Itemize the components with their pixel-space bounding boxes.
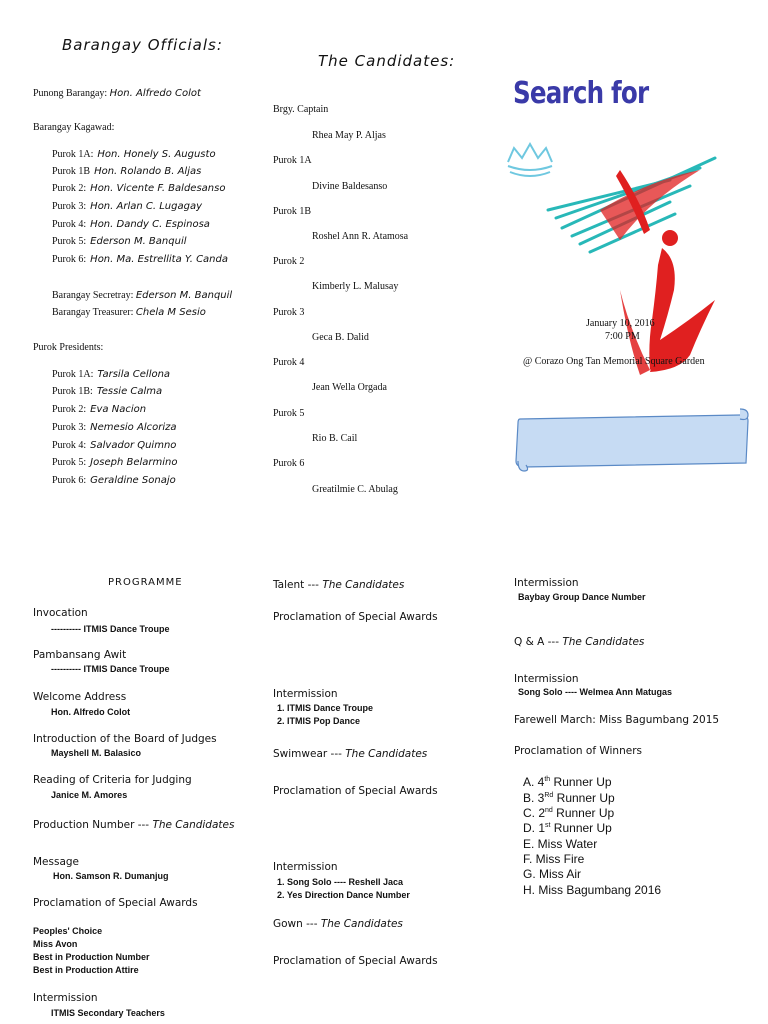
punong-barangay-line bbox=[33, 88, 201, 99]
programme-item-sub: 1. Song Solo ---- Reshell Jaca bbox=[277, 877, 404, 887]
cover-title: Search for bbox=[513, 76, 649, 111]
programme-item-label: Intermission bbox=[33, 992, 98, 1004]
programme-item-title bbox=[514, 745, 642, 757]
winner-prefix: D. 1 bbox=[523, 821, 546, 835]
programme-item-sub: Miss Avon bbox=[33, 939, 78, 949]
programme-item-label: Q & A --- bbox=[514, 636, 563, 648]
treasurer-label: Barangay Treasurer: bbox=[52, 307, 134, 318]
programme-heading: PROGRAMME bbox=[108, 577, 183, 588]
programme-item-sub: Hon. Samson R. Dumanjug bbox=[53, 871, 169, 881]
candidate-name: Rhea May P. Aljas bbox=[312, 130, 386, 141]
president-name: Salvador Quimno bbox=[90, 440, 177, 451]
candidate-group: Purok 4 bbox=[273, 357, 305, 368]
programme-item-label: Gown --- bbox=[273, 918, 321, 930]
winner-prefix: H. Miss Bagumbang 2016 bbox=[523, 883, 662, 897]
candidate-group: Purok 2 bbox=[273, 256, 305, 267]
programme-item-title bbox=[273, 748, 427, 760]
programme-item-sub: Mayshell M. Balasico bbox=[51, 748, 142, 758]
event-time: 7:00 PM bbox=[605, 331, 640, 342]
officials-heading: Barangay Officials: bbox=[62, 36, 223, 54]
programme-item-title bbox=[514, 673, 579, 685]
programme-item-sub: Janice M. Amores bbox=[51, 790, 128, 800]
programme-item-label: Proclamation of Special Awards bbox=[273, 955, 438, 967]
programme-item-label: Invocation bbox=[33, 607, 88, 619]
programme-item-title bbox=[33, 607, 88, 619]
winner-prefix: C. 2 bbox=[523, 806, 546, 820]
winner-item bbox=[523, 852, 584, 866]
programme-item-label: Farewell March: Miss Bagumbang 2015 bbox=[514, 714, 720, 726]
president-purok: Purok 6: bbox=[52, 475, 87, 486]
programme-item-title bbox=[514, 577, 579, 589]
kagawad-row bbox=[52, 236, 187, 247]
programme-item-label: Swimwear --- bbox=[273, 748, 346, 760]
winner-suffix: Runner Up bbox=[553, 791, 615, 805]
candidate-name: Geca B. Dalid bbox=[312, 332, 369, 343]
programme-item-sub: 1. ITMIS Dance Troupe bbox=[277, 703, 374, 713]
programme-item-title bbox=[33, 691, 126, 703]
kagawad-name: Hon. Rolando B. Aljas bbox=[94, 166, 202, 177]
kagawad-purok: Purok 1A: bbox=[52, 149, 94, 160]
president-name: Nemesio Alcoriza bbox=[90, 422, 177, 433]
programme-item-title bbox=[33, 733, 217, 745]
president-name: Eva Nacion bbox=[90, 404, 147, 415]
candidate-name: Kimberly L. Malusay bbox=[312, 281, 399, 292]
winner-item bbox=[523, 867, 581, 881]
programme-item-title bbox=[33, 819, 234, 831]
kagawad-purok: Purok 6: bbox=[52, 254, 87, 265]
winner-suffix: Runner Up bbox=[550, 775, 612, 789]
kagawad-name: Hon. Honely S. Augusto bbox=[97, 149, 216, 160]
programme-item-label: Proclamation of Special Awards bbox=[273, 785, 438, 797]
programme-item-label: Reading of Criteria for Judging bbox=[33, 774, 192, 786]
kagawad-label: Barangay Kagawad: bbox=[33, 122, 115, 133]
kagawad-purok: Purok 1B bbox=[52, 166, 91, 177]
programme-item-sub: Song Solo ---- Welmea Ann Matugas bbox=[518, 687, 673, 697]
programme-item-title bbox=[273, 785, 438, 797]
candidate-name: Greatilmie C. Abulag bbox=[312, 484, 398, 495]
president-row bbox=[52, 440, 176, 451]
programme-item-label: Production Number --- bbox=[33, 819, 153, 831]
programme-item-label: Proclamation of Special Awards bbox=[33, 897, 198, 909]
winner-ordinal: Rd bbox=[544, 792, 554, 799]
programme-item-sub: 2. Yes Direction Dance Number bbox=[277, 890, 410, 900]
programme-item-title bbox=[273, 918, 403, 930]
president-purok: Purok 5: bbox=[52, 457, 87, 468]
secretary-label: Barangay Secretray: bbox=[52, 290, 134, 301]
programme-item-sub: 2. ITMIS Pop Dance bbox=[277, 716, 361, 726]
president-row bbox=[52, 475, 176, 486]
kagawad-name: Hon. Vicente F. Baldesanso bbox=[90, 183, 226, 194]
president-name: Tessie Calma bbox=[96, 386, 163, 397]
president-purok: Purok 4: bbox=[52, 440, 87, 451]
candidate-name: Rio B. Cail bbox=[312, 433, 358, 444]
secretary-name: Ederson M. Banquil bbox=[135, 290, 233, 301]
president-row bbox=[52, 404, 146, 415]
crown-icon bbox=[508, 144, 552, 176]
programme-item-label: Intermission bbox=[514, 577, 579, 589]
winner-item bbox=[523, 791, 615, 805]
president-row bbox=[52, 386, 162, 397]
programme-item-sub: ---------- ITMIS Dance Troupe bbox=[51, 664, 170, 674]
president-purok: Purok 1B: bbox=[52, 386, 93, 397]
programme-item-performer: The Candidates bbox=[320, 918, 403, 930]
winner-ordinal: th bbox=[544, 776, 551, 783]
programme-item-title bbox=[33, 992, 98, 1004]
programme-item-title bbox=[273, 861, 338, 873]
programme-item-title bbox=[514, 636, 644, 648]
winner-item bbox=[523, 806, 614, 820]
programme-item-label: Intermission bbox=[273, 688, 338, 700]
kagawad-name: Hon. Dandy C. Espinosa bbox=[90, 219, 210, 230]
treasurer-line bbox=[52, 307, 206, 318]
candidate-name: Divine Baldesanso bbox=[312, 181, 388, 192]
event-date: January 10, 2016 bbox=[586, 318, 655, 329]
president-name: Tarsila Cellona bbox=[97, 369, 171, 380]
president-row bbox=[52, 457, 177, 468]
president-row bbox=[52, 422, 177, 433]
programme-item-label: Intermission bbox=[514, 673, 579, 685]
kagawad-purok: Purok 2: bbox=[52, 183, 87, 194]
kagawad-name: Hon. Arlan C. Lugagay bbox=[90, 201, 202, 212]
candidate-group: Brgy. Captain bbox=[273, 104, 329, 115]
winner-prefix: F. Miss Fire bbox=[523, 852, 585, 866]
programme-item-sub: ---------- ITMIS Dance Troupe bbox=[51, 624, 170, 634]
winner-prefix: A. 4 bbox=[523, 775, 545, 789]
punong-label: Punong Barangay: bbox=[33, 88, 108, 99]
scroll-banner bbox=[512, 405, 752, 477]
winner-suffix: Runner Up bbox=[550, 821, 612, 835]
programme-item-title bbox=[273, 688, 338, 700]
event-venue: @ Corazo Ong Tan Memorial Square Garden bbox=[523, 356, 705, 367]
kagawad-row bbox=[52, 166, 201, 177]
winner-item bbox=[523, 775, 612, 789]
programme-item-sub: Peoples' Choice bbox=[33, 926, 103, 936]
programme-item-performer: The Candidates bbox=[345, 748, 428, 760]
winner-item bbox=[523, 883, 661, 897]
treasurer-name: Chela M Sesio bbox=[135, 307, 206, 318]
candidate-group: Purok 5 bbox=[273, 408, 305, 419]
programme-item-title bbox=[273, 955, 438, 967]
punong-name: Hon. Alfredo Colot bbox=[109, 88, 201, 99]
programme-item-title bbox=[33, 774, 192, 786]
kagawad-row bbox=[52, 149, 216, 160]
candidate-group: Purok 6 bbox=[273, 458, 305, 469]
programme-item-title bbox=[273, 579, 404, 591]
programme-item-label: Intermission bbox=[273, 861, 338, 873]
programme-item-label: Welcome Address bbox=[33, 691, 127, 703]
winner-item bbox=[523, 837, 597, 851]
president-name: Joseph Belarmino bbox=[90, 457, 178, 468]
programme-item-label: Proclamation of Winners bbox=[514, 745, 642, 757]
programme-item-label: Pambansang Awit bbox=[33, 649, 127, 661]
winner-suffix: Runner Up bbox=[552, 806, 615, 820]
programme-item-title bbox=[33, 897, 198, 909]
programme-item-sub: Best in Production Number bbox=[33, 952, 150, 962]
winner-prefix: E. Miss Water bbox=[523, 837, 598, 851]
president-purok: Purok 3: bbox=[52, 422, 87, 433]
kagawad-row bbox=[52, 219, 210, 230]
programme-item-title bbox=[273, 611, 438, 623]
programme-item-title bbox=[33, 649, 126, 661]
candidate-group: Purok 1B bbox=[273, 206, 312, 217]
presidents-label: Purok Presidents: bbox=[33, 342, 104, 353]
programme-item-title bbox=[33, 856, 79, 868]
president-name: Geraldine Sonajo bbox=[90, 475, 176, 486]
winner-item bbox=[523, 821, 612, 835]
president-purok: Purok 1A: bbox=[52, 369, 94, 380]
programme-item-performer: The Candidates bbox=[322, 579, 405, 591]
secretary-line bbox=[52, 290, 232, 301]
programme-item-title bbox=[514, 714, 719, 726]
candidates-heading: The Candidates: bbox=[318, 52, 456, 70]
programme-item-performer: The Candidates bbox=[562, 636, 645, 648]
winner-ordinal: nd bbox=[545, 807, 553, 814]
programme-item-performer: The Candidates bbox=[152, 819, 235, 831]
candidate-group: Purok 3 bbox=[273, 307, 305, 318]
president-row bbox=[52, 369, 170, 380]
kagawad-purok: Purok 5: bbox=[52, 236, 87, 247]
programme-item-label: Introduction of the Board of Judges bbox=[33, 733, 217, 745]
president-purok: Purok 2: bbox=[52, 404, 87, 415]
kagawad-name: Ederson M. Banquil bbox=[90, 236, 187, 247]
winner-prefix: G. Miss Air bbox=[523, 867, 582, 881]
programme-item-label: Proclamation of Special Awards bbox=[273, 611, 438, 623]
programme-item-sub: Hon. Alfredo Colot bbox=[51, 707, 131, 717]
kagawad-row bbox=[52, 254, 228, 265]
programme-item-label: Talent --- bbox=[273, 579, 323, 591]
kagawad-row bbox=[52, 183, 225, 194]
candidate-group: Purok 1A bbox=[273, 155, 312, 166]
candidate-name: Jean Wella Orgada bbox=[312, 382, 387, 393]
kagawad-purok: Purok 3: bbox=[52, 201, 87, 212]
winner-prefix: B. 3 bbox=[523, 791, 545, 805]
programme-item-sub: Best in Production Attire bbox=[33, 965, 139, 975]
programme-item-sub: Baybay Group Dance Number bbox=[518, 592, 646, 602]
programme-item-label: Message bbox=[33, 856, 80, 868]
kagawad-row bbox=[52, 201, 202, 212]
winner-ordinal: st bbox=[545, 822, 551, 829]
candidate-name: Roshel Ann R. Atamosa bbox=[312, 231, 409, 242]
kagawad-purok: Purok 4: bbox=[52, 219, 87, 230]
programme-item-sub: ITMIS Secondary Teachers bbox=[51, 1008, 165, 1018]
kagawad-name: Hon. Ma. Estrellita Y. Canda bbox=[90, 254, 228, 265]
